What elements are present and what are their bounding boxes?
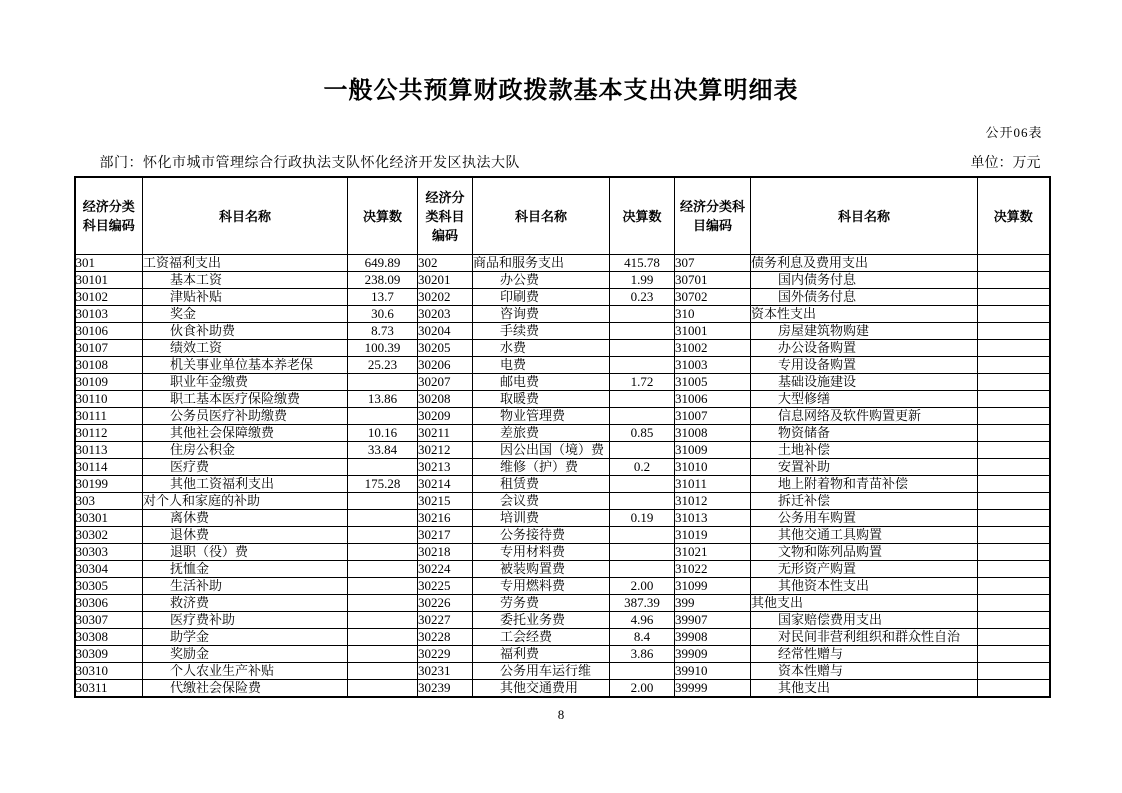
value-cell	[610, 391, 675, 408]
name-cell: 国内债务付息	[751, 272, 978, 289]
value-cell	[978, 340, 1050, 357]
name-cell: 公务员医疗补助缴费	[143, 408, 348, 425]
name-cell: 奖金	[143, 306, 348, 323]
code-cell: 39908	[675, 629, 751, 646]
code-cell: 30702	[675, 289, 751, 306]
code-cell: 30305	[75, 578, 143, 595]
code-cell: 39909	[675, 646, 751, 663]
table-row	[75, 578, 1050, 595]
name-cell: 维修（护）费	[473, 459, 610, 476]
header-final-amount-1: 决算数	[348, 177, 418, 255]
value-cell: 2.00	[610, 578, 675, 595]
header-economic-code-3: 经济分类科目编码	[675, 177, 751, 255]
name-cell: 物资储备	[751, 425, 978, 442]
code-cell: 31009	[675, 442, 751, 459]
name-cell: 无形资产购置	[751, 561, 978, 578]
name-cell: 医疗费补助	[143, 612, 348, 629]
value-cell: 1.72	[610, 374, 675, 391]
code-cell: 31001	[675, 323, 751, 340]
value-cell: 0.2	[610, 459, 675, 476]
value-cell	[978, 272, 1050, 289]
code-cell: 31003	[675, 357, 751, 374]
header-subject-name-2: 科目名称	[473, 177, 610, 255]
value-cell	[348, 595, 418, 612]
name-cell: 绩效工资	[143, 340, 348, 357]
code-cell: 30231	[418, 663, 473, 680]
code-cell: 30205	[418, 340, 473, 357]
code-cell: 30229	[418, 646, 473, 663]
code-cell: 301	[75, 255, 143, 272]
code-cell: 39907	[675, 612, 751, 629]
value-cell	[978, 306, 1050, 323]
name-cell: 国外债务付息	[751, 289, 978, 306]
name-cell: 手续费	[473, 323, 610, 340]
name-cell: 基础设施建设	[751, 374, 978, 391]
name-cell: 其他资本性支出	[751, 578, 978, 595]
value-cell: 415.78	[610, 255, 675, 272]
value-cell	[348, 646, 418, 663]
code-cell: 30202	[418, 289, 473, 306]
page-title: 一般公共预算财政拨款基本支出决算明细表	[323, 77, 799, 104]
code-cell: 30203	[418, 306, 473, 323]
name-cell: 地上附着物和青苗补偿	[751, 476, 978, 493]
name-cell: 职业年金缴费	[143, 374, 348, 391]
value-cell	[978, 408, 1050, 425]
code-cell: 30102	[75, 289, 143, 306]
value-cell	[978, 442, 1050, 459]
code-cell: 31007	[675, 408, 751, 425]
code-cell: 31022	[675, 561, 751, 578]
code-cell: 30199	[75, 476, 143, 493]
code-cell: 30307	[75, 612, 143, 629]
code-cell: 31006	[675, 391, 751, 408]
table-row	[75, 476, 1050, 493]
code-cell: 30208	[418, 391, 473, 408]
name-cell: 其他工资福利支出	[143, 476, 348, 493]
header-subject-name-1: 科目名称	[143, 177, 348, 255]
code-cell: 30303	[75, 544, 143, 561]
name-cell: 离休费	[143, 510, 348, 527]
table-row	[75, 442, 1050, 459]
code-cell: 30301	[75, 510, 143, 527]
code-cell: 30103	[75, 306, 143, 323]
name-cell: 国家赔偿费用支出	[751, 612, 978, 629]
header-row	[75, 177, 1050, 255]
table-row	[75, 306, 1050, 323]
header-economic-code-2: 经济分类科目编码	[418, 177, 473, 255]
code-cell: 399	[675, 595, 751, 612]
value-cell	[978, 629, 1050, 646]
value-cell	[978, 612, 1050, 629]
value-cell	[610, 561, 675, 578]
code-cell: 30213	[418, 459, 473, 476]
name-cell: 其他交通费用	[473, 680, 610, 698]
meta-row	[74, 152, 1049, 172]
value-cell	[348, 493, 418, 510]
code-cell: 39999	[675, 680, 751, 698]
name-cell: 其他支出	[751, 680, 978, 698]
value-cell	[610, 306, 675, 323]
name-cell: 个人农业生产补贴	[143, 663, 348, 680]
code-cell: 31013	[675, 510, 751, 527]
name-cell: 因公出国（境）费	[473, 442, 610, 459]
header-final-amount-2: 决算数	[610, 177, 675, 255]
code-cell: 31008	[675, 425, 751, 442]
code-cell: 31012	[675, 493, 751, 510]
name-cell: 基本工资	[143, 272, 348, 289]
value-cell	[610, 476, 675, 493]
code-cell: 30206	[418, 357, 473, 374]
name-cell: 房屋建筑物购建	[751, 323, 978, 340]
code-cell: 31005	[675, 374, 751, 391]
name-cell: 其他支出	[751, 595, 978, 612]
value-cell	[978, 663, 1050, 680]
name-cell: 其他交通工具购置	[751, 527, 978, 544]
value-cell	[978, 510, 1050, 527]
name-cell: 住房公积金	[143, 442, 348, 459]
code-cell: 30306	[75, 595, 143, 612]
table-row	[75, 255, 1050, 272]
name-cell: 工会经费	[473, 629, 610, 646]
table-row	[75, 646, 1050, 663]
code-cell: 31099	[675, 578, 751, 595]
name-cell: 邮电费	[473, 374, 610, 391]
code-cell: 30217	[418, 527, 473, 544]
header-final-amount-3: 决算数	[978, 177, 1050, 255]
unit-label: 单位：万元	[970, 156, 1041, 171]
name-cell: 奖励金	[143, 646, 348, 663]
code-cell: 30108	[75, 357, 143, 374]
code-cell: 30227	[418, 612, 473, 629]
code-cell: 30212	[418, 442, 473, 459]
name-cell: 救济费	[143, 595, 348, 612]
value-cell	[610, 340, 675, 357]
name-cell: 办公设备购置	[751, 340, 978, 357]
table-row	[75, 340, 1050, 357]
name-cell: 生活补助	[143, 578, 348, 595]
code-cell: 31010	[675, 459, 751, 476]
code-cell: 310	[675, 306, 751, 323]
value-cell	[978, 476, 1050, 493]
name-cell: 抚恤金	[143, 561, 348, 578]
name-cell: 物业管理费	[473, 408, 610, 425]
name-cell: 债务利息及费用支出	[751, 255, 978, 272]
header-subject-name-3: 科目名称	[751, 177, 978, 255]
code-cell: 30308	[75, 629, 143, 646]
value-cell	[978, 255, 1050, 272]
value-cell	[348, 374, 418, 391]
value-cell	[610, 544, 675, 561]
code-cell: 30216	[418, 510, 473, 527]
code-cell: 30113	[75, 442, 143, 459]
table-row	[75, 510, 1050, 527]
name-cell: 商品和服务支出	[473, 255, 610, 272]
code-cell: 30310	[75, 663, 143, 680]
value-cell	[348, 408, 418, 425]
table-row	[75, 425, 1050, 442]
code-cell: 30215	[418, 493, 473, 510]
name-cell: 信息网络及软件购置更新	[751, 408, 978, 425]
code-cell: 31011	[675, 476, 751, 493]
value-cell	[348, 680, 418, 698]
name-cell: 经常性赠与	[751, 646, 978, 663]
name-cell: 资本性支出	[751, 306, 978, 323]
value-cell: 2.00	[610, 680, 675, 698]
code-cell: 30211	[418, 425, 473, 442]
name-cell: 对个人和家庭的补助	[143, 493, 348, 510]
value-cell: 33.84	[348, 442, 418, 459]
header-economic-code-1: 经济分类科目编码	[75, 177, 143, 255]
value-cell: 649.89	[348, 255, 418, 272]
name-cell: 对民间非营利组织和群众性自治	[751, 629, 978, 646]
table-row	[75, 357, 1050, 374]
code-cell: 30239	[418, 680, 473, 698]
name-cell: 公务用车购置	[751, 510, 978, 527]
code-cell: 30107	[75, 340, 143, 357]
name-cell: 被装购置费	[473, 561, 610, 578]
budget-table	[74, 176, 1051, 698]
table-row	[75, 612, 1050, 629]
value-cell	[978, 374, 1050, 391]
table-row	[75, 595, 1050, 612]
table-row	[75, 391, 1050, 408]
code-cell: 30209	[418, 408, 473, 425]
value-cell	[978, 544, 1050, 561]
value-cell	[610, 408, 675, 425]
value-cell: 0.23	[610, 289, 675, 306]
page-number: 8	[557, 707, 565, 722]
name-cell: 资本性赠与	[751, 663, 978, 680]
table-row	[75, 272, 1050, 289]
code-cell: 30218	[418, 544, 473, 561]
name-cell: 伙食补助费	[143, 323, 348, 340]
table-row	[75, 408, 1050, 425]
code-cell: 30228	[418, 629, 473, 646]
name-cell: 会议费	[473, 493, 610, 510]
code-cell: 30302	[75, 527, 143, 544]
value-cell	[978, 561, 1050, 578]
name-cell: 工资福利支出	[143, 255, 348, 272]
name-cell: 土地补偿	[751, 442, 978, 459]
table-row	[75, 544, 1050, 561]
value-cell	[978, 493, 1050, 510]
value-cell: 387.39	[610, 595, 675, 612]
name-cell: 助学金	[143, 629, 348, 646]
table-row	[75, 629, 1050, 646]
name-cell: 职工基本医疗保险缴费	[143, 391, 348, 408]
value-cell	[978, 289, 1050, 306]
value-cell	[348, 510, 418, 527]
code-cell: 30201	[418, 272, 473, 289]
value-cell	[348, 544, 418, 561]
value-cell	[610, 442, 675, 459]
name-cell: 其他社会保障缴费	[143, 425, 348, 442]
name-cell: 津贴补贴	[143, 289, 348, 306]
name-cell: 咨询费	[473, 306, 610, 323]
value-cell	[348, 561, 418, 578]
value-cell	[610, 323, 675, 340]
name-cell: 文物和陈列品购置	[751, 544, 978, 561]
value-cell	[348, 527, 418, 544]
table-row	[75, 663, 1050, 680]
value-cell	[348, 663, 418, 680]
value-cell: 238.09	[348, 272, 418, 289]
name-cell: 医疗费	[143, 459, 348, 476]
name-cell: 专用材料费	[473, 544, 610, 561]
name-cell: 印刷费	[473, 289, 610, 306]
name-cell: 公务用车运行维	[473, 663, 610, 680]
name-cell: 水费	[473, 340, 610, 357]
value-cell: 10.16	[348, 425, 418, 442]
code-cell: 30309	[75, 646, 143, 663]
value-cell: 0.85	[610, 425, 675, 442]
code-cell: 30226	[418, 595, 473, 612]
value-cell	[978, 391, 1050, 408]
table-row	[75, 323, 1050, 340]
value-cell	[348, 629, 418, 646]
code-cell: 31021	[675, 544, 751, 561]
value-cell: 175.28	[348, 476, 418, 493]
table-row	[75, 493, 1050, 510]
value-cell: 25.23	[348, 357, 418, 374]
name-cell: 劳务费	[473, 595, 610, 612]
code-cell: 30214	[418, 476, 473, 493]
name-cell: 安置补助	[751, 459, 978, 476]
code-cell: 303	[75, 493, 143, 510]
value-cell: 4.96	[610, 612, 675, 629]
code-cell: 30701	[675, 272, 751, 289]
value-cell	[610, 357, 675, 374]
code-cell: 307	[675, 255, 751, 272]
value-cell: 13.86	[348, 391, 418, 408]
value-cell	[348, 459, 418, 476]
name-cell: 专用设备购置	[751, 357, 978, 374]
value-cell	[978, 425, 1050, 442]
name-cell: 租赁费	[473, 476, 610, 493]
name-cell: 培训费	[473, 510, 610, 527]
code-cell: 30106	[75, 323, 143, 340]
code-cell: 302	[418, 255, 473, 272]
code-cell: 30204	[418, 323, 473, 340]
value-cell: 1.99	[610, 272, 675, 289]
value-cell	[978, 646, 1050, 663]
table-row	[75, 561, 1050, 578]
value-cell	[978, 578, 1050, 595]
table-row	[75, 289, 1050, 306]
code-cell: 30110	[75, 391, 143, 408]
value-cell	[610, 493, 675, 510]
code-cell: 30207	[418, 374, 473, 391]
value-cell: 8.73	[348, 323, 418, 340]
table-row	[75, 680, 1050, 698]
name-cell: 电费	[473, 357, 610, 374]
name-cell: 委托业务费	[473, 612, 610, 629]
value-cell	[978, 527, 1050, 544]
name-cell: 机关事业单位基本养老保	[143, 357, 348, 374]
code-cell: 30101	[75, 272, 143, 289]
value-cell	[610, 663, 675, 680]
name-cell: 代缴社会保险费	[143, 680, 348, 698]
table-row	[75, 527, 1050, 544]
value-cell: 0.19	[610, 510, 675, 527]
value-cell	[348, 578, 418, 595]
value-cell: 30.6	[348, 306, 418, 323]
value-cell	[978, 357, 1050, 374]
code-cell: 31019	[675, 527, 751, 544]
code-cell: 30224	[418, 561, 473, 578]
value-cell	[978, 595, 1050, 612]
sheet	[74, 122, 1049, 723]
code-cell: 39910	[675, 663, 751, 680]
name-cell: 取暖费	[473, 391, 610, 408]
value-cell	[348, 612, 418, 629]
name-cell: 退职（役）费	[143, 544, 348, 561]
value-cell: 13.7	[348, 289, 418, 306]
name-cell: 公务接待费	[473, 527, 610, 544]
code-cell: 30114	[75, 459, 143, 476]
value-cell: 100.39	[348, 340, 418, 357]
name-cell: 退休费	[143, 527, 348, 544]
value-cell	[978, 323, 1050, 340]
code-cell: 30304	[75, 561, 143, 578]
code-cell: 30225	[418, 578, 473, 595]
name-cell: 大型修缮	[751, 391, 978, 408]
name-cell: 差旅费	[473, 425, 610, 442]
code-cell: 30111	[75, 408, 143, 425]
code-cell: 30311	[75, 680, 143, 698]
value-cell: 3.86	[610, 646, 675, 663]
name-cell: 专用燃料费	[473, 578, 610, 595]
table-row	[75, 374, 1050, 391]
department-label: 部门：怀化市城市管理综合行政执法支队怀化经济开发区执法大队	[99, 156, 520, 171]
table-body	[75, 255, 1050, 698]
name-cell: 拆迁补偿	[751, 493, 978, 510]
name-cell: 办公费	[473, 272, 610, 289]
table-row	[75, 459, 1050, 476]
code-cell: 31002	[675, 340, 751, 357]
value-cell: 8.4	[610, 629, 675, 646]
value-cell	[978, 680, 1050, 698]
value-cell	[610, 527, 675, 544]
name-cell: 福利费	[473, 646, 610, 663]
code-cell: 30109	[75, 374, 143, 391]
code-cell: 30112	[75, 425, 143, 442]
value-cell	[978, 459, 1050, 476]
doc-code-label: 公开06表	[985, 125, 1043, 140]
